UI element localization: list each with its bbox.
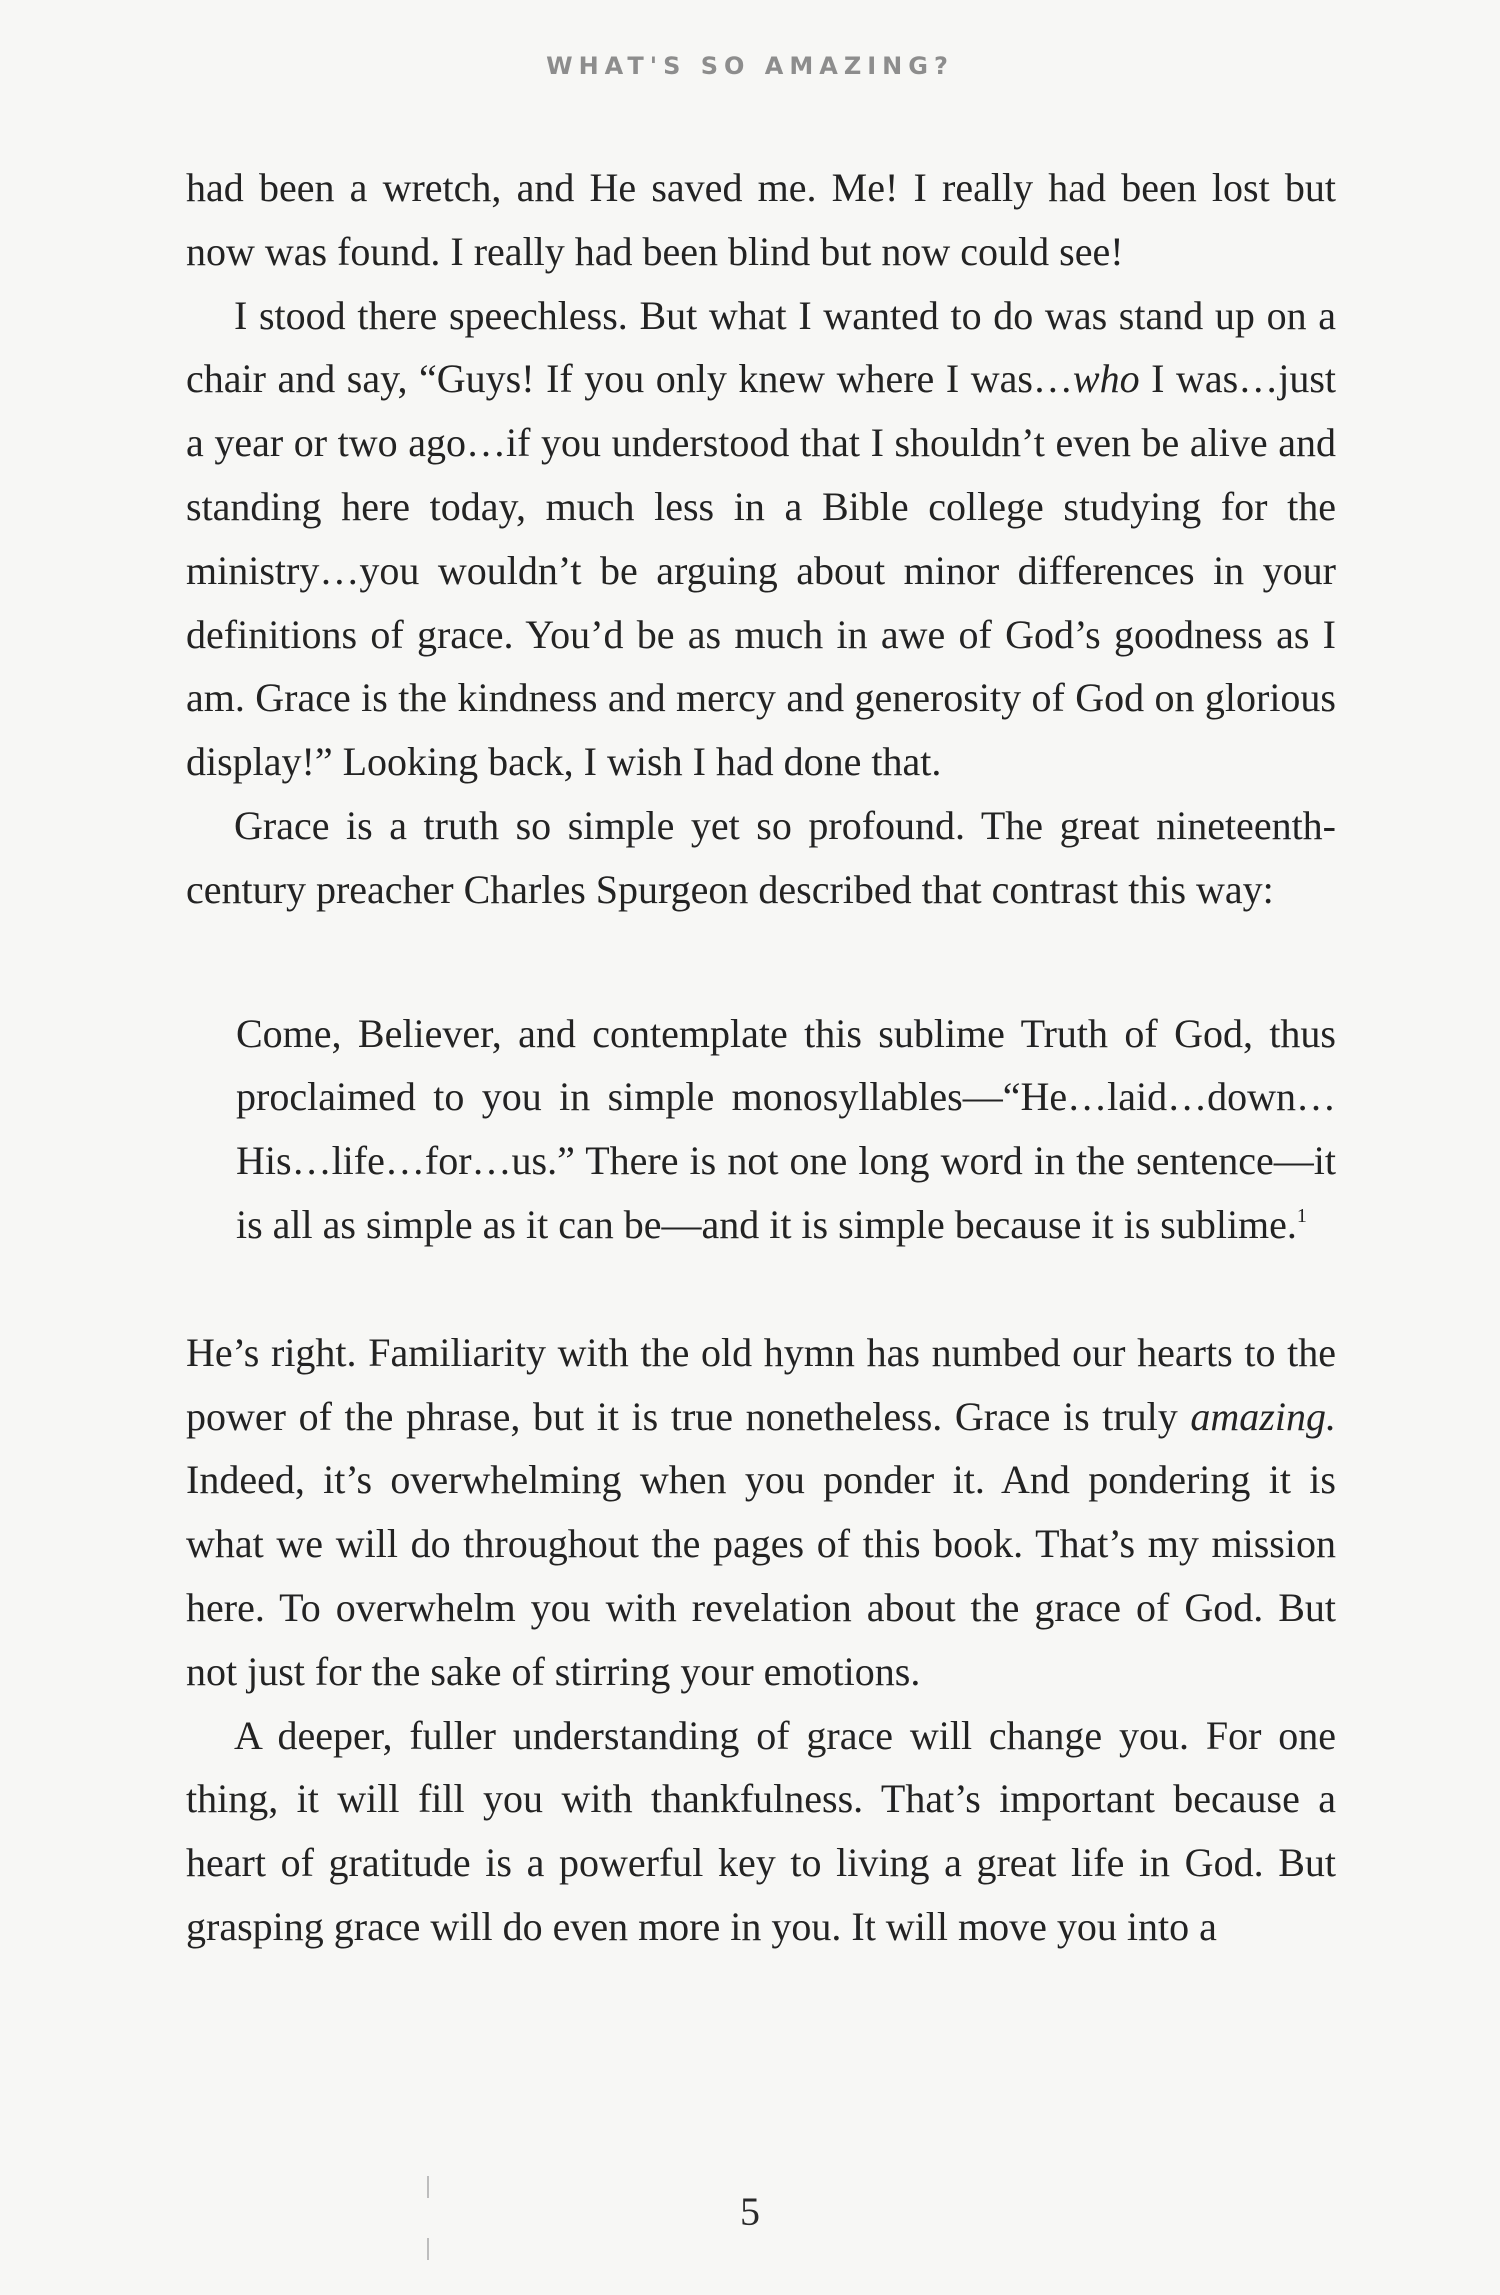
scan-artifact-mark	[427, 2176, 429, 2198]
running-head: WHAT'S SO AMAZING?	[546, 52, 954, 80]
footnote-reference: 1	[1296, 1204, 1307, 1227]
paragraph-3: Grace is a truth so simple yet so profound. The great nineteenth-century preacher Charles Spurgeon described that contrast this way:	[186, 802, 1336, 912]
paragraph-2-end: I was…just a year or two ago…if you understood that I shouldn’t even be alive and standing here today, much less in a Bible college studying for the ministry…you wouldn’t be arguing about minor differences in your definitions of grace. You’d be as much in awe of God’s goodness as I am. Grace is the kindness and mercy and generosity of God on glorious display!” Looking back, I wish I had done that.	[186, 356, 1336, 785]
block-quote-text: Come, Believer, and contemplate this sublime Truth of God, thus proclaimed to you in simple monosyllables—“He…laid…down…His…life…for…us.” There is not one long word in the sentence—it is all as simple as it can be—and it is simple because it is sublime.	[236, 1010, 1336, 1247]
paragraph-4	[186, 1321, 1336, 1704]
scan-artifact-mark	[427, 2238, 429, 2260]
page-body	[186, 156, 1336, 1959]
paragraph-4-emphasis: amazing.	[1190, 1393, 1336, 1439]
paragraph-5: A deeper, fuller understanding of grace will change you. For one thing, it will fill you with thankfulness. That’s important because a heart of gratitude is a powerful key to living a great life in God. But grasping grace will do even more in you. It will move you into a	[186, 1712, 1336, 1949]
paragraph-4-end: Indeed, it’s overwhelming when you ponder it. And pondering it is what we will do throughout the pages of this book. That’s my mission here. To overwhelm you with revelation about the grace of God. But not just for the sake of stirring your emotions.	[186, 1457, 1336, 1694]
page-number: 5	[740, 2189, 760, 2234]
block-quote	[186, 1002, 1336, 1257]
paragraph-2-start: I stood there speechless. But what I wanted to do was stand up on a chair and say, “Guys! If you only knew where I was…	[186, 292, 1336, 402]
paragraph-1: had been a wretch, and He saved me. Me! I really had been lost but now was found. I really had been blind but now could see!	[186, 165, 1336, 274]
paragraph-4-start: He’s right. Familiarity with the old hymn has numbed our hearts to the power of the phrase, but it is true nonetheless. Grace is truly	[186, 1329, 1336, 1439]
paragraph-2	[186, 284, 1336, 794]
paragraph-2-emphasis: who	[1072, 356, 1140, 402]
